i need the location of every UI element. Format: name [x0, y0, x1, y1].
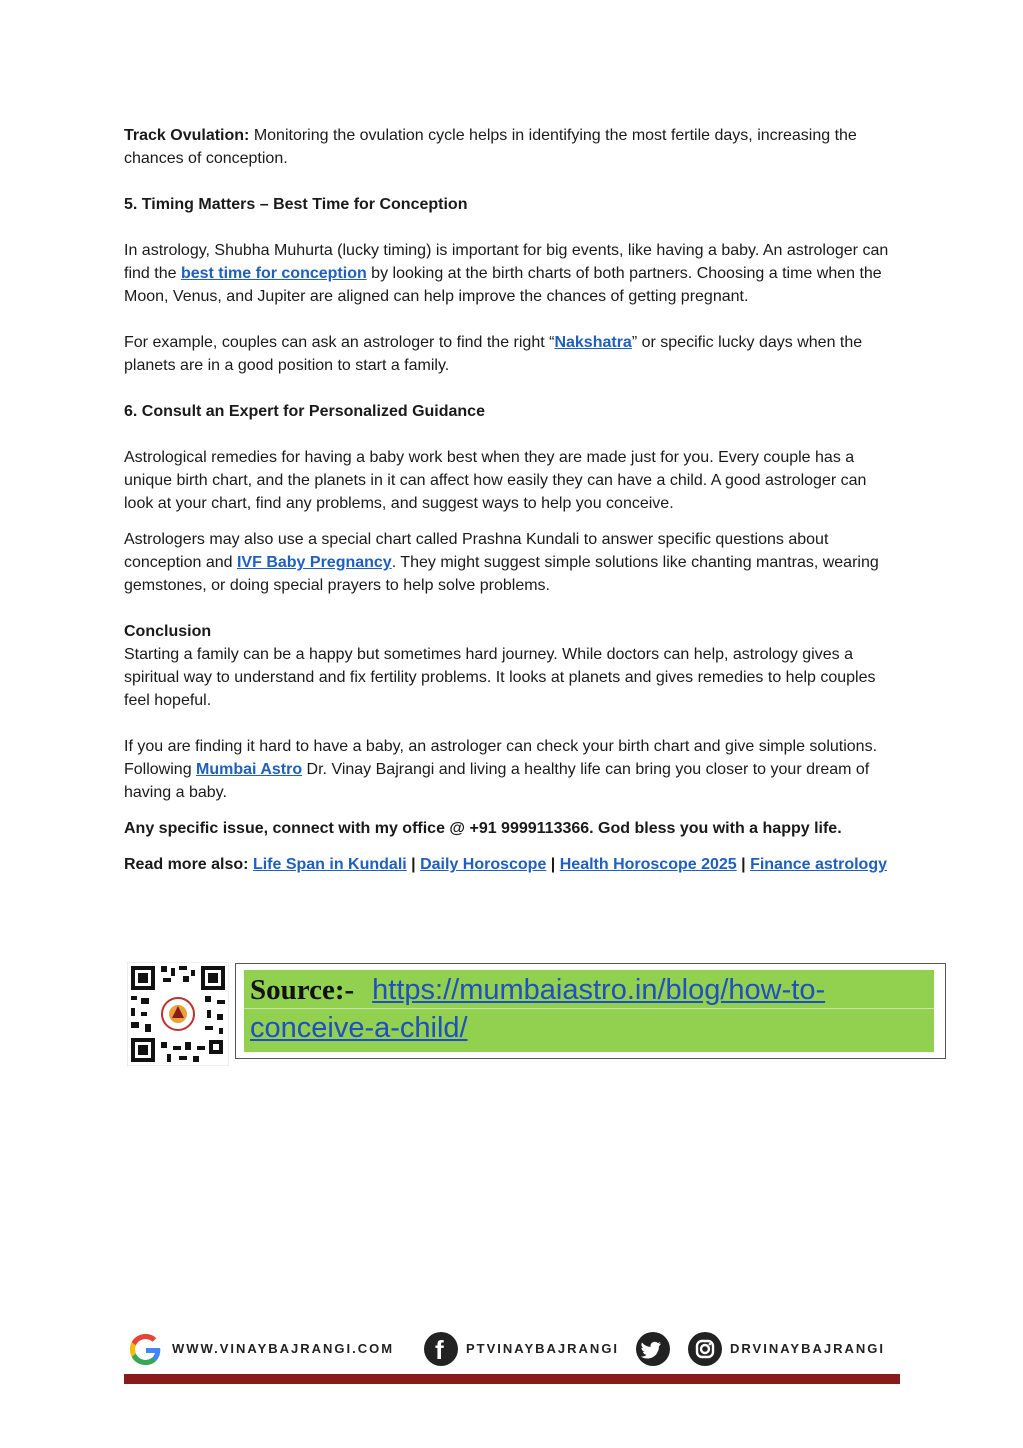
expert-heading-text: 6. Consult an Expert for Personalized Guidance [124, 403, 485, 420]
conclusion-paragraph-2 [124, 735, 899, 804]
read-more-separator: | [546, 856, 560, 873]
source-url-link[interactable]: https://mumbaiastro.in/blog/how-to- [372, 974, 826, 1006]
timing-p1-text-a: In astrology, Shubha Muhurta (lucky timing) is important for big events, like having a baby. An astrologer can find the [124, 242, 889, 282]
conclusion-p2-text-b: Dr. Vinay Bajrangi and living a healthy life can bring you closer to your dream of having a baby. [124, 761, 870, 801]
daily-horoscope-link[interactable]: Daily Horoscope [420, 856, 547, 873]
best-time-for-conception-link[interactable]: best time for conception [180, 265, 367, 282]
conclusion-heading [124, 620, 899, 643]
source-box [235, 963, 946, 1059]
conclusion-p2-text-a: If you are finding it hard to have a baby, an astrologer can check your birth chart and give simple solutions. Following [124, 738, 878, 778]
timing-paragraph-2 [124, 331, 899, 377]
source-label: Source:- [250, 974, 355, 1006]
track-ovulation-paragraph [124, 124, 899, 170]
timing-paragraph-1 [124, 239, 899, 308]
read-more-separator: | [406, 856, 421, 873]
footer-bar [124, 1374, 900, 1384]
contact-line [124, 817, 899, 840]
conclusion-heading-text: Conclusion [124, 623, 212, 640]
source-highlight [244, 970, 934, 1052]
expert-p2-text-a: Astrologers may also use a special chart called Prashna Kundali to answer specific questions about conception and [124, 531, 829, 571]
finance-astrology-link[interactable]: Finance astrology [750, 856, 887, 873]
timing-p1-text-b: by looking at the birth charts of both partners. Choosing a time when the Moon, Venus, and Jupiter are aligned can help improve the chances of getting pregnant. [124, 265, 882, 305]
footer-social[interactable]: DRVINAYBAJRANGI [730, 1341, 885, 1356]
expert-p2-text-b: . They might suggest simple solutions like chanting mantras, wearing gemstones, or doing special prayers to help solve problems. [124, 554, 879, 594]
qr-code-icon [127, 962, 229, 1066]
expert-paragraph-1: Astrological remedies for having a baby work best when they are made just for you. Every couple has a unique birth chart, and the planets in it can affect how easily they can have a child. A good astrologer can look at your chart, find any problems, and suggest ways to help you conceive. [124, 449, 867, 512]
contact-text: Any specific issue, connect with my office @ +91 9999113366. God bless you with a happy life. [124, 820, 842, 837]
document-body [124, 124, 899, 876]
instagram-icon[interactable] [688, 1332, 722, 1366]
expert-heading [124, 400, 899, 423]
expert-paragraph-2 [124, 528, 899, 597]
mumbai-astro-link[interactable]: Mumbai Astro [196, 761, 303, 778]
facebook-icon[interactable]: f [424, 1332, 458, 1366]
read-more-label: Read more also: [124, 856, 253, 873]
timing-p2-text-b: ” or specific lucky days when the planets are in a good position to start a family. [124, 334, 863, 374]
timing-heading [124, 193, 899, 216]
footer-banner [124, 1330, 900, 1386]
source-line-2 [250, 1010, 468, 1047]
read-more-line [124, 853, 899, 876]
footer-row [124, 1332, 900, 1368]
source-url-link-continued[interactable]: conceive-a-child/ [250, 1012, 468, 1044]
track-ovulation-text: Monitoring the ovulation cycle helps in identifying the most fertile days, increasing the chances of conception. [124, 127, 857, 167]
health-horoscope-2025-link[interactable]: Health Horoscope 2025 [559, 856, 737, 873]
source-block [127, 962, 947, 1068]
footer-website[interactable]: WWW.VINAYBAJRANGI.COM [172, 1341, 395, 1356]
footer-facebook[interactable]: PTVINAYBAJRANGI [466, 1341, 620, 1356]
google-icon [126, 1332, 166, 1368]
source-line-1 [250, 972, 825, 1009]
track-ovulation-label: Track Ovulation: [124, 127, 250, 144]
ivf-baby-pregnancy-link[interactable]: IVF Baby Pregnancy [236, 554, 392, 571]
nakshatra-link[interactable]: Nakshatra [554, 334, 632, 351]
timing-p2-text-a: For example, couples can ask an astrologer to find the right “ [124, 334, 555, 351]
conclusion-paragraph-1: Starting a family can be a happy but sometimes hard journey. While doctors can help, astrology gives a spiritual way to understand and fix fertility problems. It looks at planets and gives remedies to help couples feel hopeful. [124, 646, 876, 709]
life-span-in-kundali-link[interactable]: Life Span in Kundali [252, 856, 407, 873]
twitter-icon[interactable] [636, 1332, 670, 1366]
read-more-separator: | [736, 856, 751, 873]
timing-heading-text: 5. Timing Matters – Best Time for Conception [124, 196, 468, 213]
